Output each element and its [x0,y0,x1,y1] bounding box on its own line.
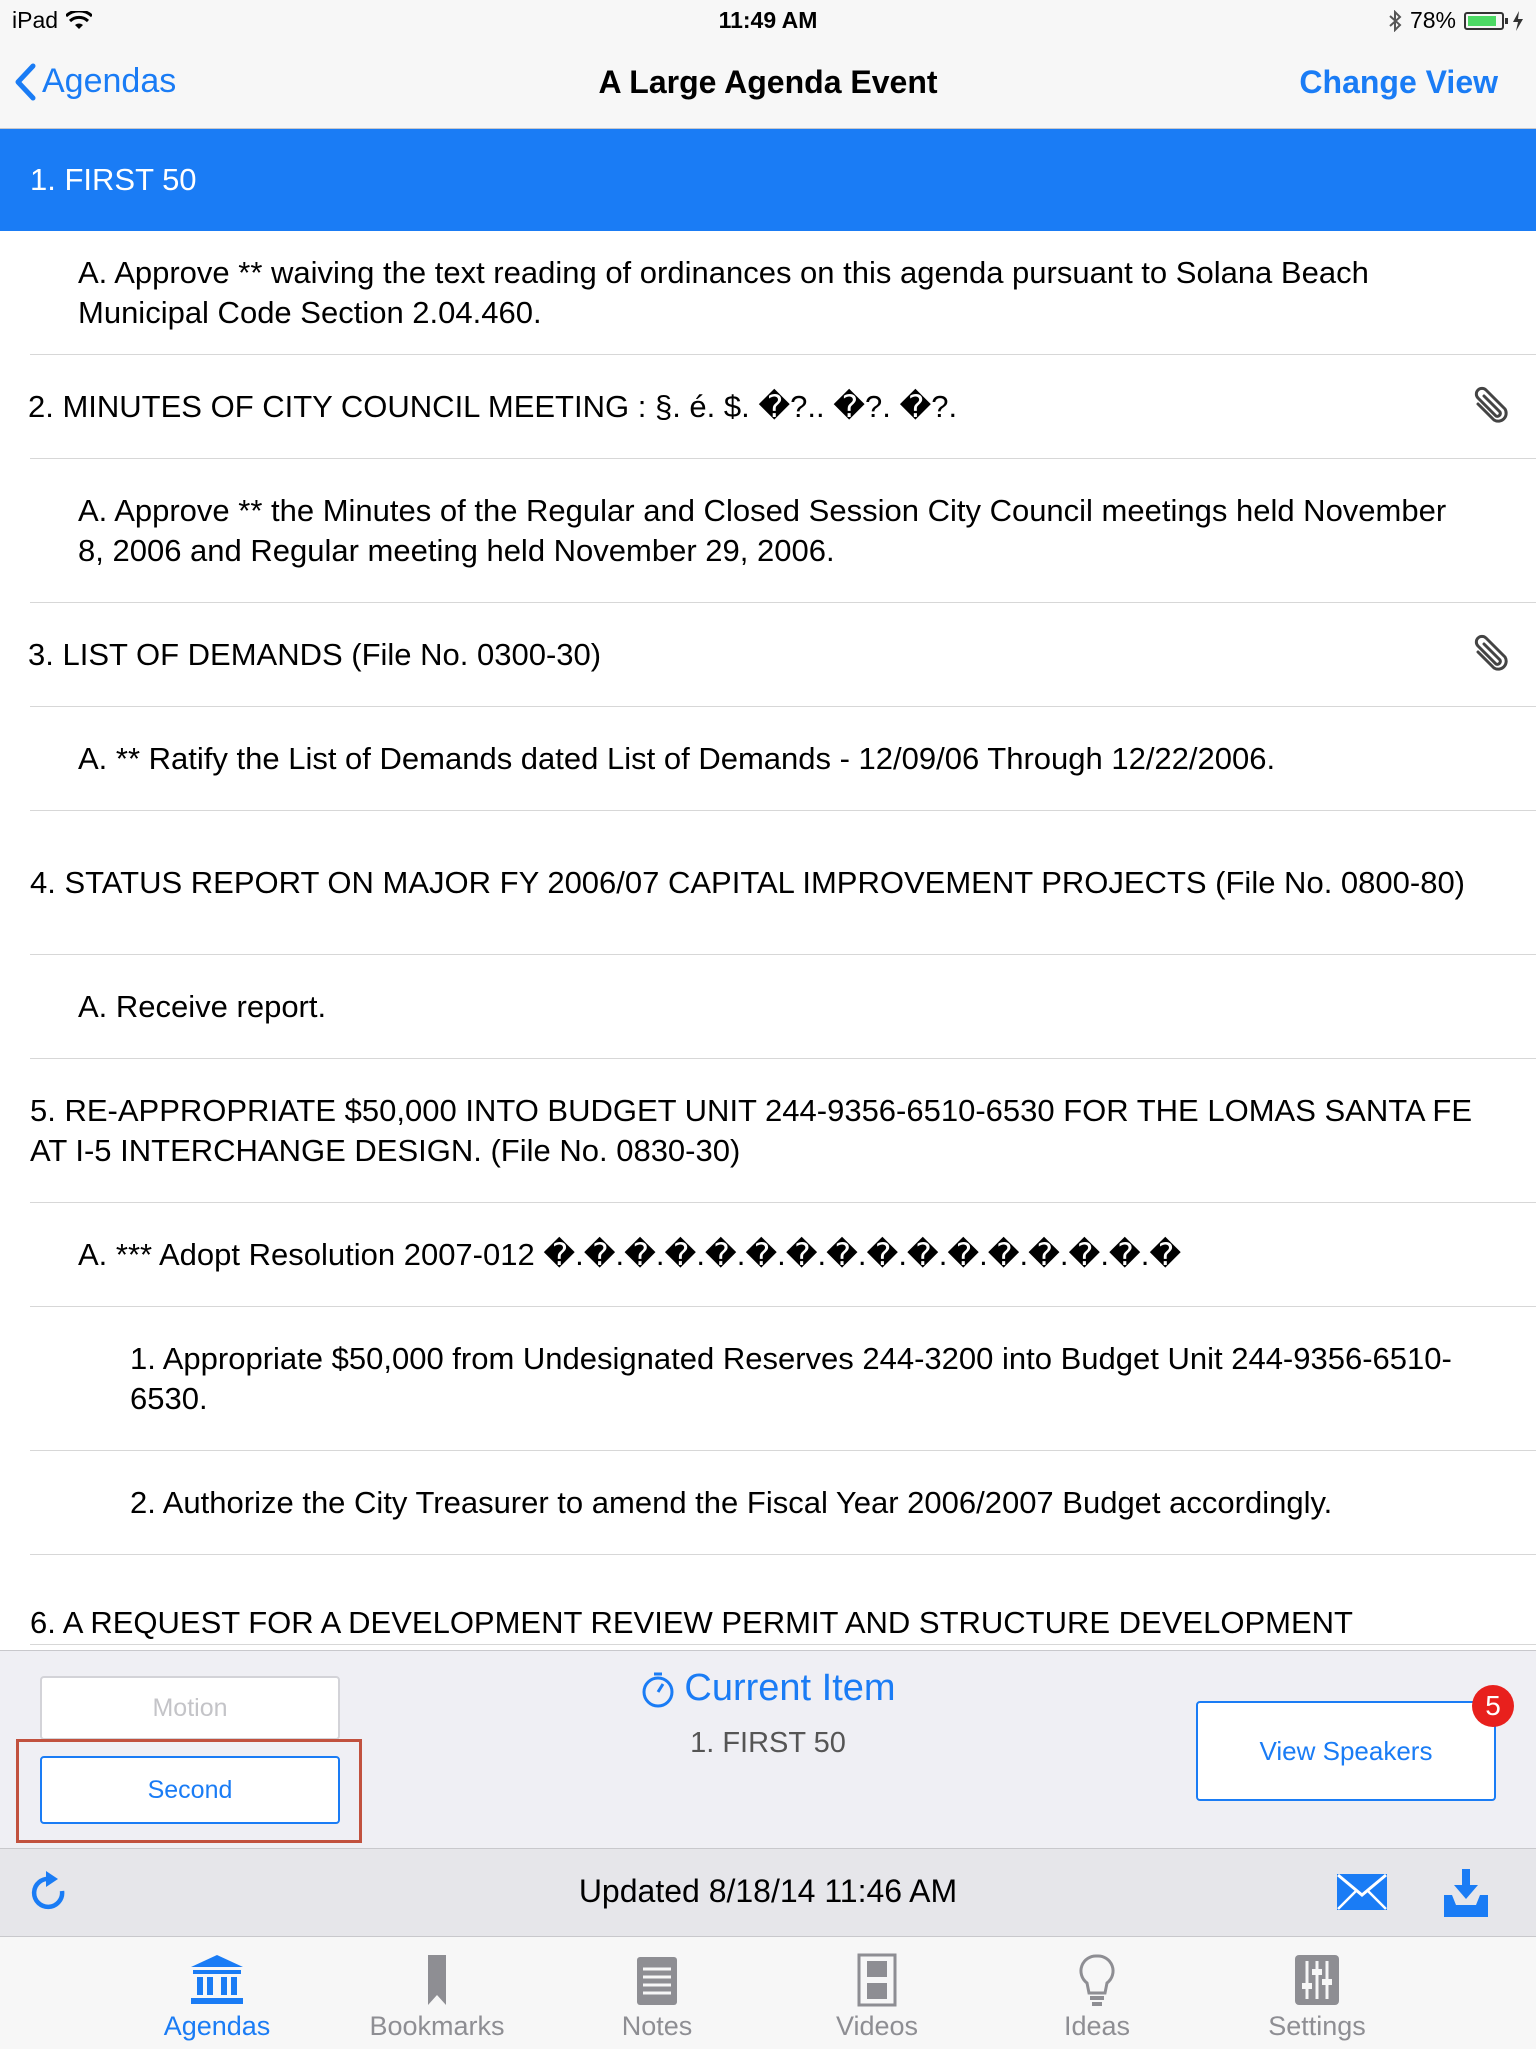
agenda-item-text: A. *** Adopt Resolution 2007-012 �.�.�.�.�.�.�.�.�.�.�.�.�.�.�.� [78,1237,1182,1272]
notepad-icon [627,1953,687,2007]
agenda-list[interactable] [0,129,1536,1650]
navigation-bar [0,40,1536,129]
sliders-icon [1287,1953,1347,2007]
paperclip-icon[interactable] [1464,382,1514,432]
tab-videos[interactable] [767,1937,987,2049]
agenda-subitem[interactable] [0,707,1536,811]
motion-button[interactable]: Motion [40,1676,340,1740]
film-icon [847,1953,907,2007]
tab-agendas[interactable] [107,1937,327,2049]
agenda-item-text: A. ** Ratify the List of Demands dated List of Demands - 12/09/06 Through 12/22/2006. [78,741,1276,776]
status-time: 11:49 AM [718,7,818,33]
second-button[interactable]: Second [40,1756,340,1824]
agenda-item-text: 2. MINUTES OF CITY COUNCIL MEETING : §. é. $. �?.. �?. �?. [28,389,958,424]
agenda-item-text: A. Receive report. [78,989,327,1024]
bluetooth-icon [1388,10,1402,32]
mail-icon[interactable] [1336,1873,1388,1911]
agenda-subsubitem[interactable] [0,1307,1536,1451]
bookmark-icon [407,1953,467,2007]
agenda-subitem[interactable] [0,955,1536,1059]
update-toolbar [0,1848,1536,1937]
paperclip-icon[interactable] [1464,630,1514,680]
agenda-item-text: 5. RE-APPROPRIATE $50,000 INTO BUDGET UNIT 244-9356-6510-6530 FOR THE LOMAS SANTA FE AT I-5 INTERCHANGE DESIGN. (File No. 0830-30) [30,1093,1473,1168]
agenda-item[interactable] [0,811,1536,955]
agenda-item-text: A. Approve ** waiving the text reading of ordinances on this agenda pursuant to Solana Beach Municipal Code Section 2.04.460. [78,255,1369,330]
speakers-count-badge: 5 [1472,1685,1514,1727]
current-item-title: Current Item [684,1667,896,1709]
agenda-item[interactable] [0,1059,1536,1203]
download-icon[interactable] [1440,1867,1492,1919]
status-bar [0,0,1536,40]
vote-panel [0,1650,1536,1849]
agenda-item-text: 1. FIRST 50 [30,162,197,197]
change-view-button[interactable]: Change View [1299,64,1498,100]
agenda-item[interactable] [0,603,1536,707]
agenda-subitem[interactable] [0,231,1536,355]
tab-settings[interactable] [1207,1937,1427,2049]
stopwatch-icon [640,1671,676,1709]
agenda-item-text: 6. A REQUEST FOR A DEVELOPMENT REVIEW PERMIT AND STRUCTURE DEVELOPMENT [30,1605,1353,1640]
tab-label: Videos [835,2011,919,2041]
tab-notes[interactable] [547,1937,767,2049]
tab-bookmarks[interactable] [327,1937,547,2049]
battery-icon [1464,12,1504,30]
tab-label: Agendas [163,2011,271,2041]
tab-label: Ideas [1063,2011,1131,2041]
device-name: iPad [12,7,59,33]
tab-label: Notes [621,2011,693,2041]
tab-ideas[interactable] [987,1937,1207,2049]
tab-label: Settings [1268,2011,1366,2041]
view-speakers-button[interactable]: View Speakers [1196,1701,1496,1801]
agenda-item-selected[interactable] [0,129,1536,231]
page-title: A Large Agenda Event [598,64,938,100]
current-item-name: 1. FIRST 50 [690,1727,846,1759]
back-button-label: Agendas [42,62,177,100]
agenda-item-text: A. Approve ** the Minutes of the Regular and Closed Session City Council meetings held November 8, 2006 and Regular meeting held November 29, 2006. [78,493,1447,568]
agenda-item[interactable] [0,355,1536,459]
agenda-subitem[interactable] [0,1203,1536,1307]
tab-label: Bookmarks [369,2011,505,2041]
charging-icon [1512,11,1524,31]
agenda-item-text: 1. Appropriate $50,000 from Undesignated Reserves 244-3200 into Budget Unit 244-9356-6510-6530. [130,1341,1452,1416]
agenda-subsubitem[interactable] [0,1451,1536,1555]
tab-bar [0,1936,1536,2049]
lightbulb-icon [1067,1953,1127,2007]
agenda-item[interactable] [0,1555,1536,1645]
updated-timestamp: Updated 8/18/14 11:46 AM [578,1873,958,1909]
building-icon [187,1953,247,2007]
agenda-subitem[interactable] [0,459,1536,603]
agenda-item-text: 3. LIST OF DEMANDS (File No. 0300-30) [28,637,602,672]
battery-percent: 78% [1409,7,1456,33]
agenda-item-text: 2. Authorize the City Treasurer to amend the Fiscal Year 2006/2007 Budget accordingly. [130,1485,1333,1520]
agenda-item-text: 4. STATUS REPORT ON MAJOR FY 2006/07 CAPITAL IMPROVEMENT PROJECTS (File No. 0800-80) [30,865,1466,900]
